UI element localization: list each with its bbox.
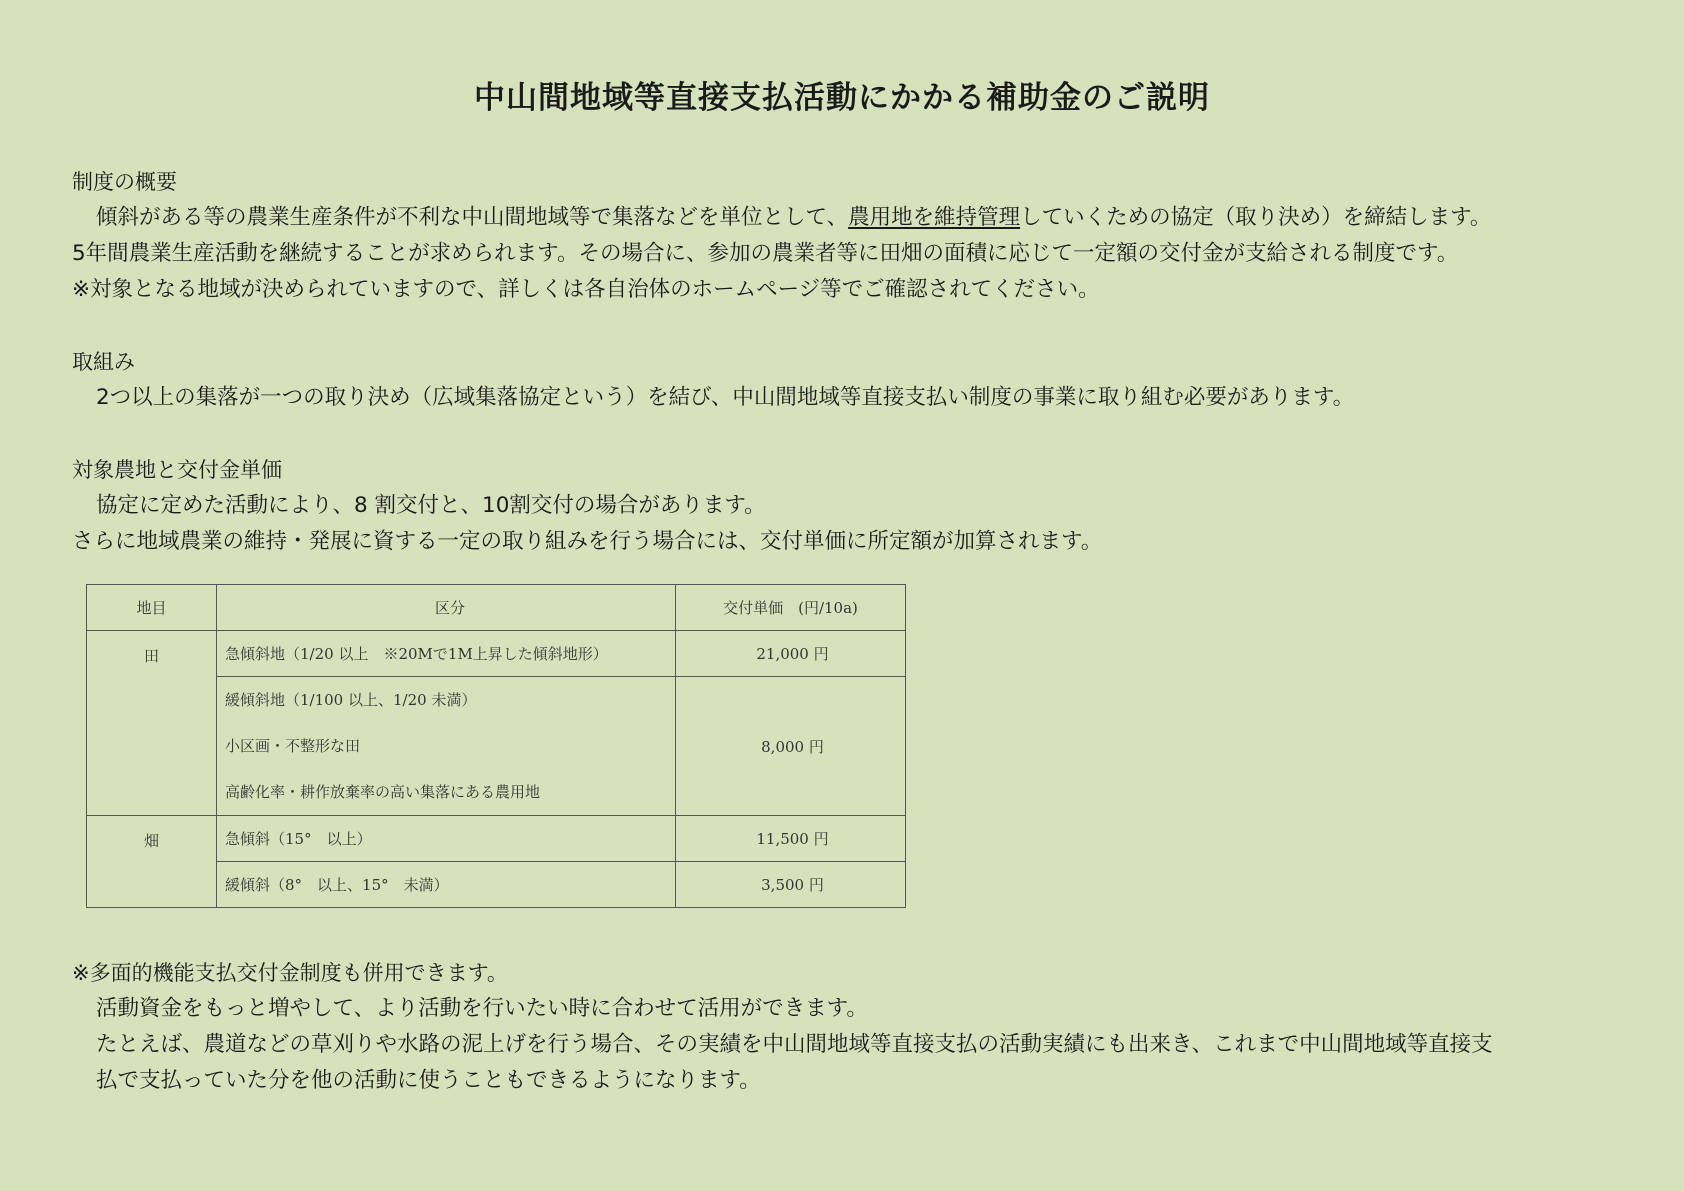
note-line-2: たとえば、農道などの草刈りや水路の泥上げを行う場合、その実績を中山間地域等直接支払の活動実績にも出来き、これまで中山間地域等直接支: [96, 1032, 1493, 1057]
torikumi-section: [72, 344, 1632, 416]
header-chimoku: 地目: [87, 585, 217, 631]
kubun-ta-gentle: 緩傾斜地（1/100 以上、1/20 未満）: [225, 691, 477, 709]
note-heading: ※多面的機能支払交付金制度も併用できます。: [72, 961, 508, 985]
target-line-1: 協定に定めた活動により、8 割交付と、10割交付の場合があります。: [96, 493, 766, 518]
note-section: [72, 955, 1632, 1099]
price-hata-steep-value: 11,500 円: [756, 830, 829, 848]
target-heading: 対象農地と交付金単価: [72, 458, 282, 482]
torikumi-line-1: 2つ以上の集落が一つの取り決め（広域集落協定という）を結び、中山間地域等直接支払い制度の事業に取り組む必要があります。: [96, 385, 1355, 410]
kubun-hata-steep: 急傾斜（15° 以上）: [217, 816, 676, 862]
price-ta-gentle: [676, 677, 906, 816]
price-ta-steep: [676, 631, 906, 677]
rates-table: [86, 584, 906, 908]
price-ta-gentle-value: 8,000 円: [761, 737, 824, 756]
kubun-ta-aging: 高齢化率・耕作放棄率の高い集落にある農用地: [225, 783, 541, 801]
overview-line-1: [72, 200, 1632, 236]
kubun-ta-small: 小区画・不整形な田: [225, 737, 361, 755]
kubun-ta-steep: 急傾斜地（1/20 以上 ※20Mで1M上昇した傾斜地形）: [217, 631, 676, 677]
note-line-3: 払で支払っていた分を他の活動に使うこともできるようになります。: [96, 1068, 761, 1093]
target-line-2: さらに地域農業の維持・発展に資する一定の取り組みを行う場合には、交付単価に所定額が加算されます。: [72, 529, 1103, 554]
overview-line-1-underlined: 農用地を維持管理: [848, 205, 1021, 230]
note-line-1: 活動資金をもっと増やして、より活動を行いたい時に合わせて活用ができます。: [96, 996, 868, 1021]
overview-line-1-pre: 傾斜がある等の農業生産条件が不利な中山間地域等で集落などを単位として、: [96, 205, 849, 230]
chimoku-ta: 田: [87, 631, 217, 816]
overview-line-2: 5年間農業生産活動を継続することが求められます。その場合に、参加の農業者等に田畑の面積に応じて一定額の交付金が支給される制度です。: [72, 241, 1459, 266]
price-ta-steep-value: 21,000 円: [756, 645, 829, 663]
table-header-row: [87, 585, 906, 631]
header-price: 交付単価 (円/10a): [676, 585, 906, 631]
target-section: [72, 452, 1632, 560]
kubun-hata-gentle: 緩傾斜（8° 以上、15° 未満）: [217, 862, 676, 908]
chimoku-hata: 畑: [87, 816, 217, 908]
table-row: [87, 631, 906, 677]
overview-line-1-post: していくための協定（取り決め）を締結します。: [1020, 205, 1492, 230]
header-kubun: 区分: [217, 585, 676, 631]
kubun-ta-gentle-group: [217, 677, 676, 816]
overview-section: [72, 164, 1632, 308]
page-title: 中山間地域等直接支払活動にかかる補助金のご説明: [474, 80, 1210, 116]
overview-heading: 制度の概要: [72, 170, 177, 194]
torikumi-heading: 取組み: [72, 350, 135, 374]
overview-line-3: ※対象となる地域が決められていますので、詳しくは各自治体のホームページ等でご確認されてください。: [72, 277, 1100, 302]
table-row: [87, 816, 906, 862]
price-hata-gentle-value: 3,500 円: [761, 876, 824, 894]
price-hata-gentle: [676, 862, 906, 908]
price-hata-steep: [676, 816, 906, 862]
